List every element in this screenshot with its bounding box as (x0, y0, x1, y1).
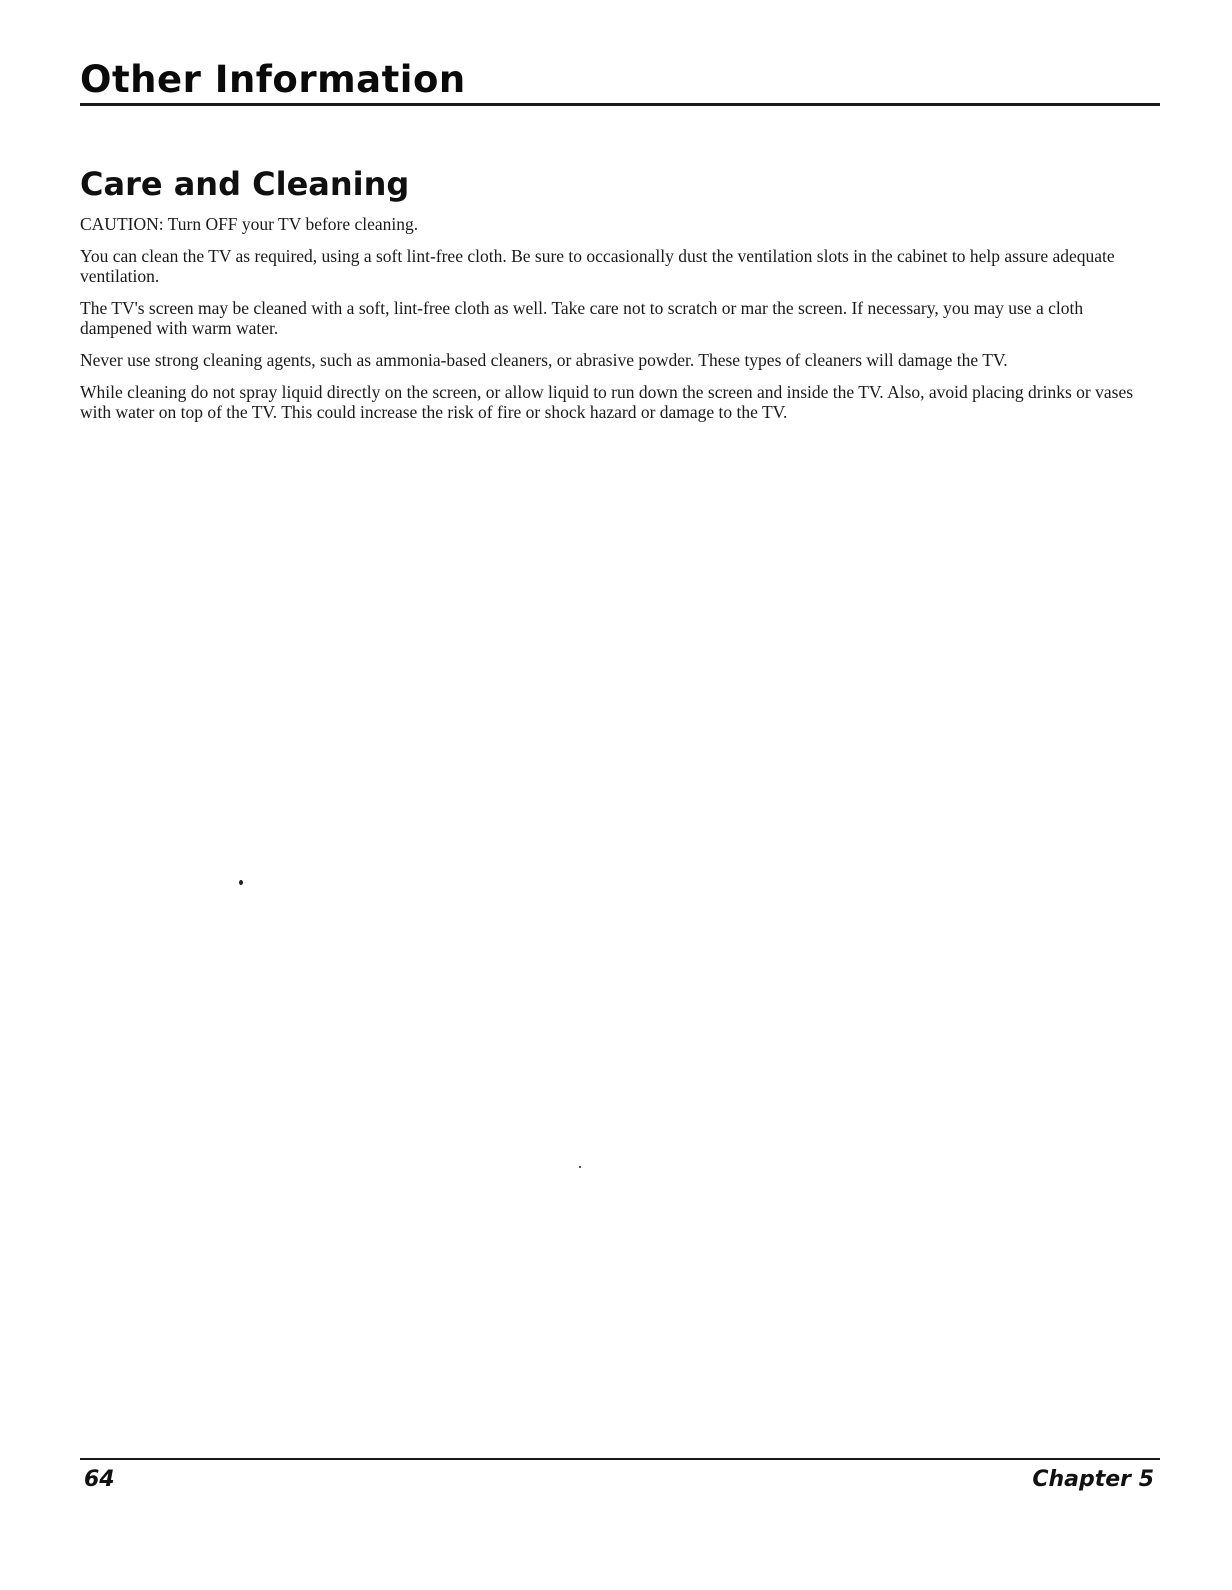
footer-rule (80, 1458, 1160, 1460)
main-content (80, 162, 1155, 434)
cleaning-agents-paragraph: Never use strong cleaning agents, such as ammonia-based cleaners, or abrasive powder. These types of cleaners will damage the TV. (80, 350, 1008, 370)
scan-speck (579, 1166, 581, 1168)
section-header (80, 58, 1160, 102)
screen-cleaning-paragraph: The TV's screen may be cleaned with a soft, lint-free cloth as well. Take care not to scratch or mar the screen. If necessary, you may use a cloth dampened with warm water. (80, 298, 1084, 338)
header-rule (80, 103, 1160, 106)
liquid-warning-paragraph: While cleaning do not spray liquid directly on the screen, or allow liquid to run down the screen and inside the TV. Also, avoid placing drinks or vases with water on top of the TV. This could increase the risk of fire or shock hazard or damage to the TV. (80, 382, 1134, 422)
content-heading: Care and Cleaning (80, 165, 410, 203)
chapter-label: Chapter 5 (1032, 1467, 1154, 1492)
cabinet-cleaning-paragraph: You can clean the TV as required, using a soft lint-free cloth. Be sure to occasionally dust the ventilation slots in the cabinet to help assure adequate ventilation. (80, 246, 1115, 286)
caution-paragraph: CAUTION: Turn OFF your TV before cleaning. (80, 214, 419, 234)
section-title: Other Information (80, 58, 466, 101)
scan-speck (239, 880, 243, 885)
page-number: 64 (84, 1467, 115, 1492)
